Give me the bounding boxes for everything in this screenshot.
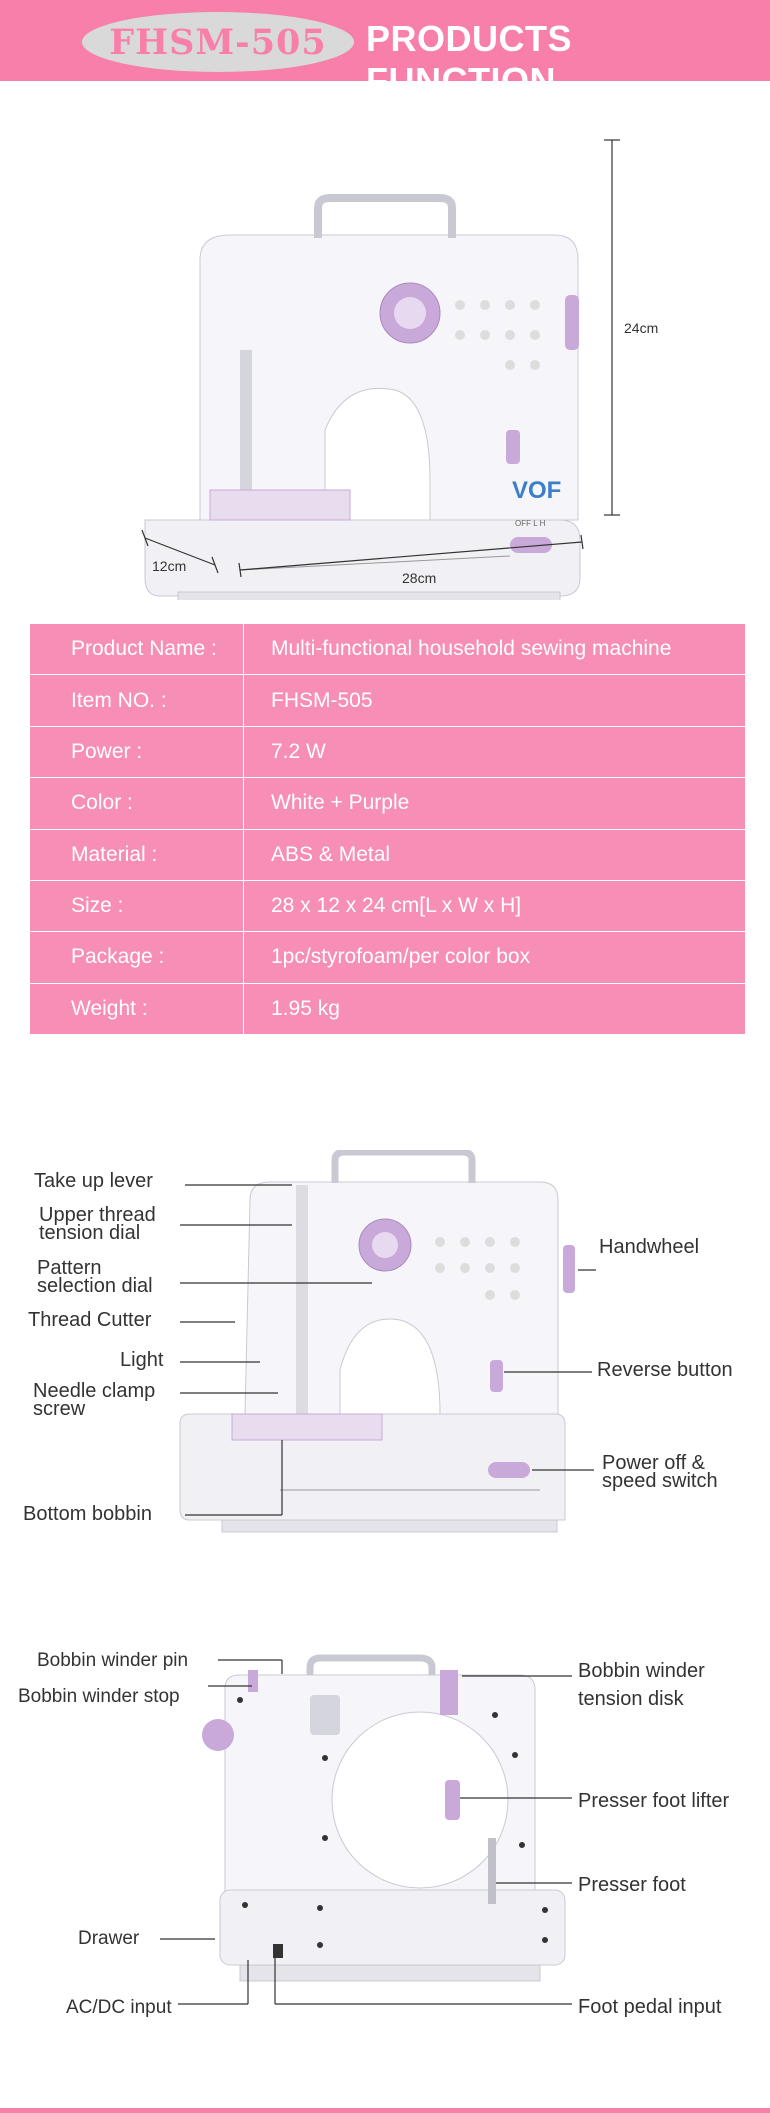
width-dimension: 28cm <box>402 570 437 586</box>
callout-light: Light <box>120 1349 164 1371</box>
callout-needle-clamp-2: screw <box>33 1398 86 1420</box>
callout-bobbin-winder-pin: Bobbin winder pin <box>37 1650 189 1671</box>
spec-value: FHSM-505 <box>244 675 746 726</box>
table-row <box>30 932 746 983</box>
sewing-machine-front-illustration <box>180 1152 575 1532</box>
spec-value: ABS & Metal <box>244 829 746 880</box>
spec-value: Multi-functional household sewing machine <box>244 624 746 675</box>
dimension-figure <box>0 100 770 600</box>
callout-reverse-button: Reverse button <box>597 1359 733 1381</box>
table-row <box>30 726 746 777</box>
callout-tension-disk-1: Bobbin winder <box>578 1660 705 1682</box>
spec-label: Power : <box>30 726 244 777</box>
height-dimension: 24cm <box>624 320 659 336</box>
table-row <box>30 829 746 880</box>
spec-value: 1.95 kg <box>244 983 746 1034</box>
sewing-machine-back-illustration <box>202 1658 565 1981</box>
spec-value: 1pc/styrofoam/per color box <box>244 932 746 983</box>
callout-bottom-bobbin: Bottom bobbin <box>23 1503 152 1525</box>
callout-needle-clamp-1: Needle clamp <box>33 1380 156 1402</box>
header-banner <box>0 0 770 101</box>
brand-logo: VOF <box>512 477 562 504</box>
spec-label: Size : <box>30 880 244 931</box>
callout-presser-foot: Presser foot <box>578 1874 686 1896</box>
switch-label: OFF L H <box>515 519 546 528</box>
bottom-bar <box>0 2108 770 2113</box>
table-row <box>30 880 746 931</box>
callout-pattern-2: selection dial <box>37 1275 153 1297</box>
callout-take-up-lever: Take up lever <box>34 1170 153 1192</box>
callout-bobbin-winder-stop: Bobbin winder stop <box>18 1686 180 1707</box>
callout-drawer: Drawer <box>78 1928 140 1949</box>
spec-value: 28 x 12 x 24 cm[L x W x H] <box>244 880 746 931</box>
spec-label: Item NO. : <box>30 675 244 726</box>
model-name: FHSM-505 <box>109 21 327 63</box>
callout-foot-pedal-input: Foot pedal input <box>578 1996 722 2018</box>
spec-label: Package : <box>30 932 244 983</box>
callout-handwheel: Handwheel <box>599 1236 700 1258</box>
spec-label: Material : <box>30 829 244 880</box>
callout-presser-foot-lifter: Presser foot lifter <box>578 1790 730 1812</box>
callout-power-off-2: speed switch <box>602 1470 718 1492</box>
depth-dimension: 12cm <box>152 558 187 574</box>
callout-upper-thread-2: tension dial <box>39 1222 141 1244</box>
spec-label: Product Name : <box>30 624 244 675</box>
spec-label: Weight : <box>30 983 244 1034</box>
model-badge <box>82 12 354 72</box>
sewing-machine-illustration <box>145 198 580 600</box>
callout-pattern-1: Pattern <box>37 1257 102 1279</box>
table-row <box>30 983 746 1034</box>
page-title: PRODUCTS FUNCTION <box>366 18 573 101</box>
callout-power-off-1: Power off & <box>602 1452 706 1474</box>
table-row <box>30 624 746 675</box>
callout-acdc-input: AC/DC input <box>66 1997 172 2018</box>
spec-value: White + Purple <box>244 778 746 829</box>
table-row <box>30 675 746 726</box>
spec-table <box>29 623 746 1035</box>
table-row <box>30 778 746 829</box>
callout-upper-thread-1: Upper thread <box>39 1204 156 1226</box>
callout-tension-disk-2: tension disk <box>578 1688 684 1710</box>
spec-value: 7.2 W <box>244 726 746 777</box>
spec-label: Color : <box>30 778 244 829</box>
callout-thread-cutter: Thread Cutter <box>28 1309 152 1331</box>
